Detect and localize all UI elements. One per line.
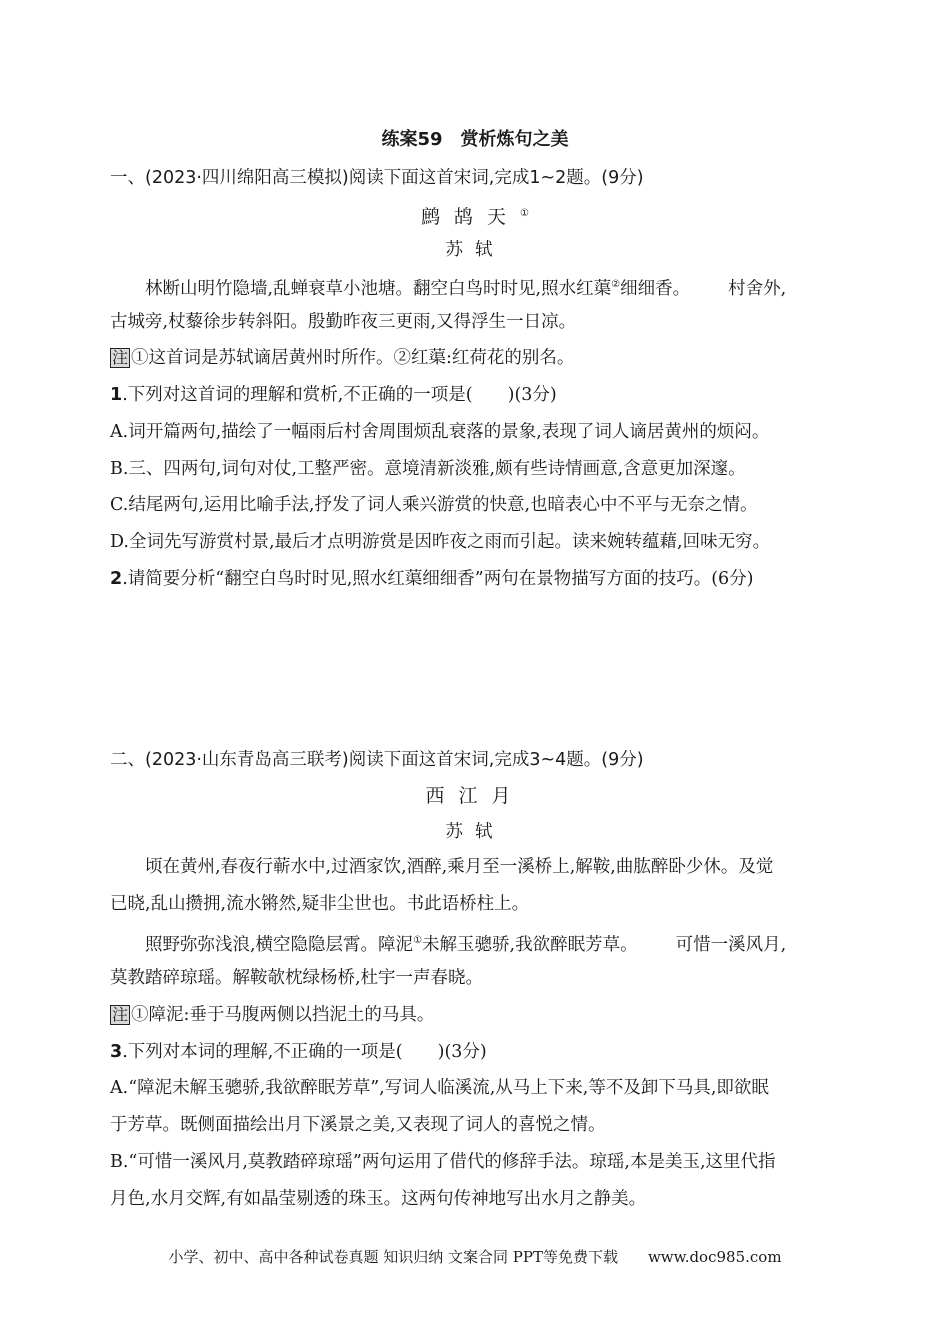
poem1-body-line2: 古城旁,杖藜徐步转斜阳。殷勤昨夜三更雨,又得浮生一日凉。	[110, 312, 577, 332]
question-2-number: 2	[110, 569, 123, 589]
poem1-note-text: ①这首词是苏轼谪居黄州时所作。②红蕖:红荷花的别名。	[131, 348, 575, 368]
poem2-body-line2: 莫教踏碎琼瑶。解鞍欹枕绿杨桥,杜宇一声春晓。	[110, 968, 484, 988]
question-3	[110, 1040, 845, 1064]
poem2-preface-line2: 已晓,乱山攒拥,流水锵然,疑非尘世也。书此语桥柱上。	[110, 894, 530, 914]
question-1	[110, 383, 845, 407]
question-3-text: .下列对本词的理解,不正确的一项是( )(3分)	[122, 1042, 487, 1062]
question-3-option-a-line2: 于芳草。既侧面描绘出月下溪景之美,又表现了词人的喜悦之情。	[110, 1115, 606, 1135]
poem1-title	[0, 202, 950, 230]
question-2-text: .请简要分析“翻空白鸟时时见,照水红蕖细细香”两句在景物描写方面的技巧。(6分)	[122, 569, 754, 589]
section1-heading: 一、(2023·四川绵阳高三模拟)阅读下面这首宋词,完成1~2题。(9分)	[110, 168, 644, 188]
question-3-number: 3	[110, 1042, 123, 1062]
poem1-note	[110, 346, 845, 370]
poem2-body-note: ①	[413, 935, 423, 946]
page-title: 练案59 赏析炼句之美	[381, 129, 569, 150]
poem2-note	[110, 1003, 845, 1027]
question-1-option-a: A.词开篇两句,描绘了一幅雨后村舍周围烦乱衰落的景象,表现了词人谪居黄州的烦闷。	[110, 422, 770, 442]
question-1-option-d: D.全词先写游赏村景,最后才点明游赏是因昨夜之雨而引起。读来婉转蕴藉,回味无穷。	[110, 532, 771, 552]
question-1-option-c: C.结尾两句,运用比喻手法,抒发了词人乘兴游赏的快意,也暗表心中不平与无奈之情。	[110, 495, 758, 515]
poem2-author: 苏轼	[445, 822, 505, 842]
note-label: 注	[112, 348, 129, 367]
question-2	[110, 567, 845, 591]
poem2-body-line1	[110, 929, 845, 957]
question-1-number: 1	[110, 385, 123, 405]
question-1-option-b: B.三、四两句,词句对仗,工整严密。意境清新淡雅,颇有些诗情画意,含意更加深邃。	[110, 459, 746, 479]
poem2-body-text-c: 可惜一溪风月,	[675, 935, 787, 955]
question-3-option-a-line1: A.“障泥未解玉骢骄,我欲醉眠芳草”,写词人临溪流,从马上下来,等不及卸下马具,即欲眠	[110, 1078, 769, 1098]
question-1-text: .下列对这首词的理解和赏析,不正确的一项是( )(3分)	[122, 385, 557, 405]
section2-heading: 二、(2023·山东青岛高三联考)阅读下面这首宋词,完成3~4题。(9分)	[110, 750, 644, 770]
poem1-body-text-b: 细细香。	[620, 279, 691, 299]
poem2-preface-line1: 顷在黄州,春夜行蕲水中,过酒家饮,酒醉,乘月至一溪桥上,解鞍,曲肱醉卧少休。及觉	[145, 857, 774, 877]
poem1-body-note: ②	[611, 279, 621, 290]
poem1-author: 苏轼	[445, 240, 505, 260]
poem2-note-text: ①障泥:垂于马腹两侧以挡泥土的马具。	[131, 1005, 435, 1025]
poem2-body-text-a: 照野弥弥浅浪,横空隐隐层霄。障泥	[145, 935, 414, 955]
poem1-body-text-c: 村舍外,	[728, 279, 787, 299]
poem1-title-text: 鹧鸪天	[421, 206, 521, 228]
note-label: 注	[112, 1005, 129, 1024]
page-footer: 小学、初中、高中各种试卷真题 知识归纳 文案合同 PPT等免费下载 www.doc985.com	[168, 1248, 782, 1266]
question-3-option-b-line1: B.“可惜一溪风月,莫教踏碎琼瑶”两句运用了借代的修辞手法。琼瑶,本是美玉,这里代指	[110, 1152, 776, 1172]
poem2-title	[0, 784, 950, 809]
poem2-body-text-b: 未解玉骢骄,我欲醉眠芳草。	[422, 935, 638, 955]
poem1-body-line1	[110, 273, 845, 301]
poem1-title-note: ①	[520, 208, 529, 219]
question-3-option-b-line2: 月色,水月交辉,有如晶莹剔透的珠玉。这两句传神地写出水月之静美。	[110, 1189, 647, 1209]
poem2-title-text: 西江月	[425, 785, 525, 807]
poem1-body-text-a: 林断山明竹隐墙,乱蝉衰草小池塘。翻空白鸟时时见,照水红蕖	[145, 279, 612, 299]
